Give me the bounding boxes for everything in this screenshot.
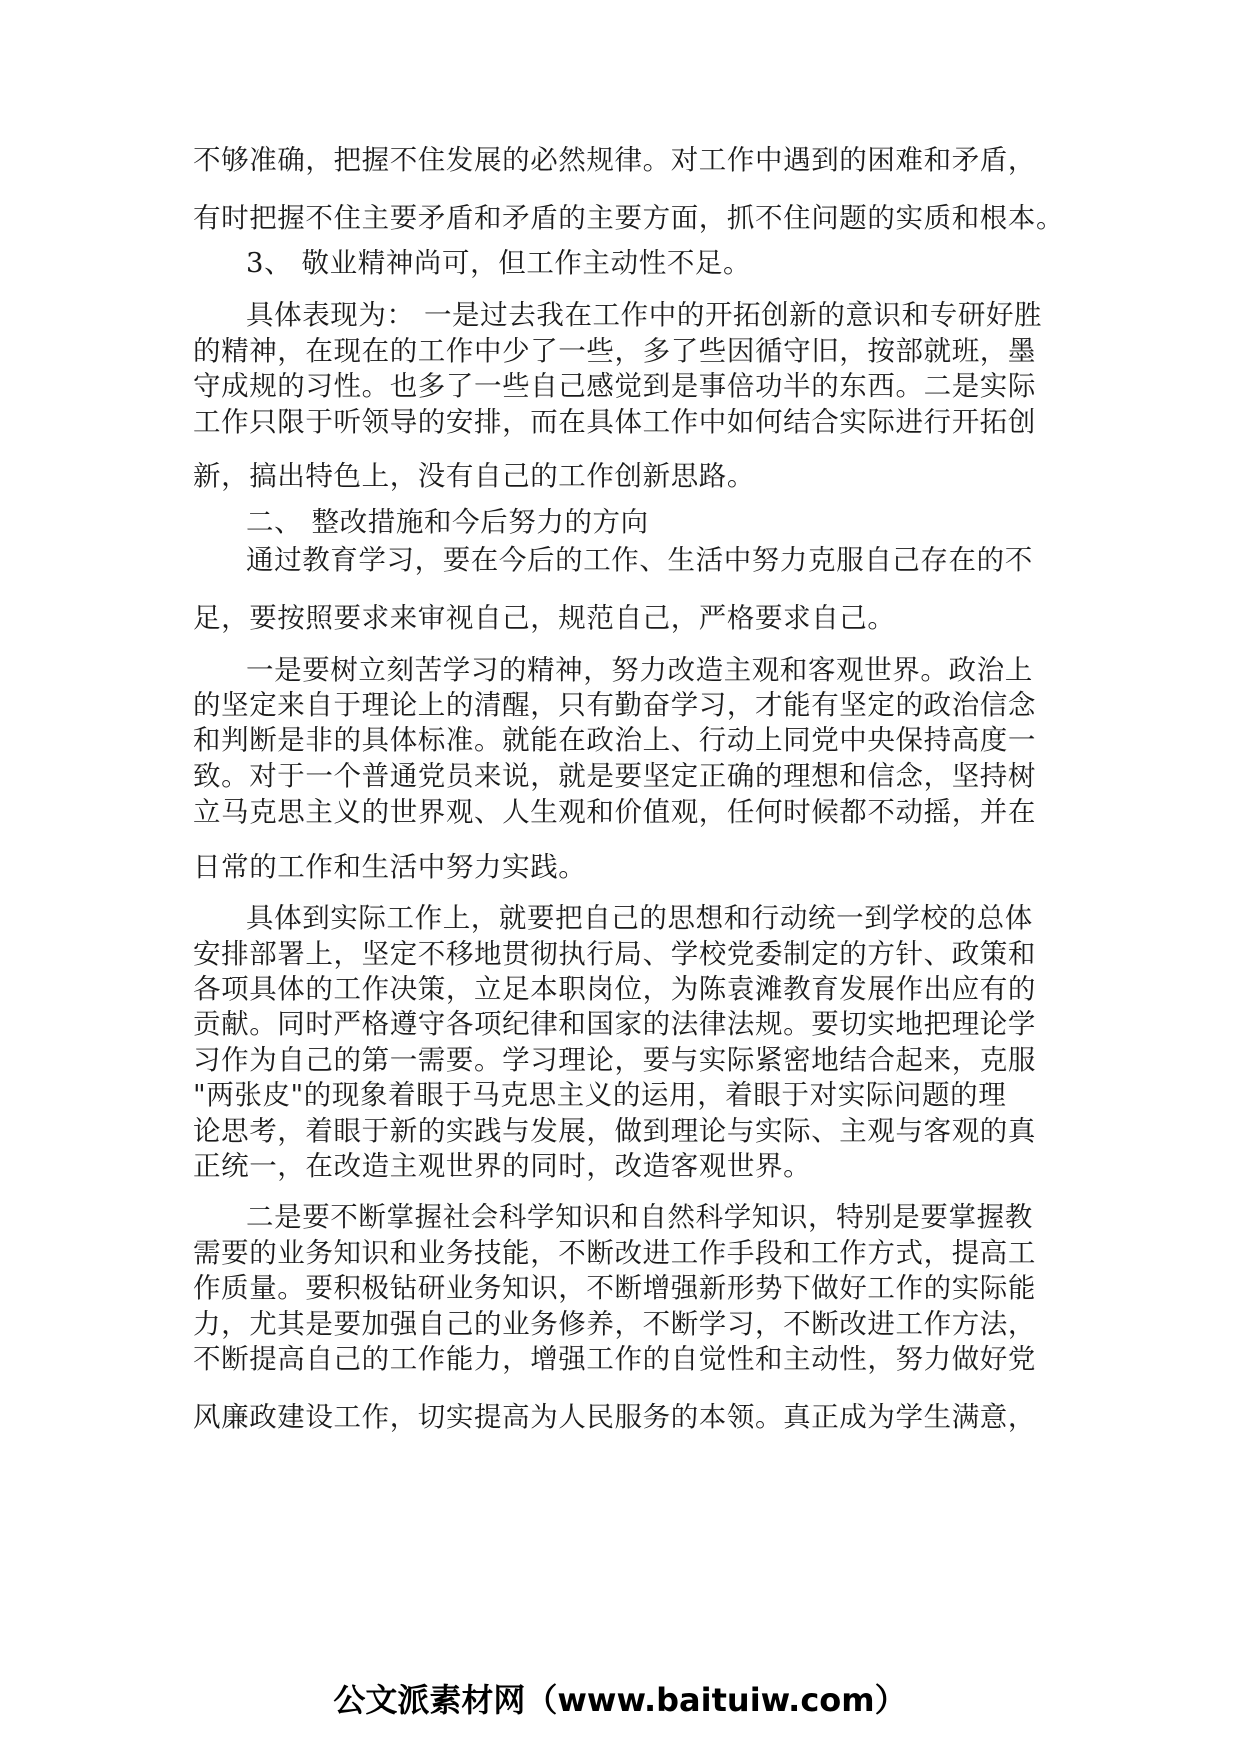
body-text-line: 安排部署上，坚定不移地贯彻执行局、学校党委制定的方针、政策和 bbox=[193, 938, 1036, 970]
body-text-line: 习作为自己的第一需要。学习理论，要与实际紧密地结合起来，克服 bbox=[193, 1044, 1036, 1076]
section-heading: 二、 整改措施和今后努力的方向 bbox=[246, 506, 649, 538]
body-text-line: 不够准确，把握不住发展的必然规律。对工作中遇到的困难和矛盾， bbox=[193, 144, 1036, 176]
body-text-line: 日常的工作和生活中努力实践。 bbox=[193, 851, 587, 883]
body-text-line: 需要的业务知识和业务技能，不断改进工作手段和工作方式，提高工 bbox=[193, 1237, 1036, 1269]
body-text-line: 具体表现为： 一是过去我在工作中的开拓创新的意识和专研好胜 bbox=[246, 299, 1043, 331]
body-text-line: 正统一，在改造主观世界的同时，改造客观世界。 bbox=[193, 1150, 812, 1182]
body-text-line: 致。对于一个普通党员来说，就是要坚定正确的理想和信念，坚持树 bbox=[193, 760, 1036, 792]
body-text-line: 立马克思主义的世界观、人生观和价值观，任何时候都不动摇，并在 bbox=[193, 796, 1036, 828]
body-text-line: 力，尤其是要加强自己的业务修养，不断学习，不断改进工作方法， bbox=[193, 1308, 1036, 1340]
list-item-heading: 3、 敬业精神尚可，但工作主动性不足。 bbox=[246, 247, 752, 279]
body-text-line: 有时把握不住主要矛盾和矛盾的主要方面，抓不住问题的实质和根本。 bbox=[193, 202, 1065, 234]
body-text-line: "两张皮"的现象着眼于马克思主义的运用，着眼于对实际问题的理 bbox=[193, 1079, 1007, 1111]
body-text-line: 通过教育学习，要在今后的工作、生活中努力克服自己存在的不 bbox=[246, 544, 1033, 576]
body-text-line: 的坚定来自于理论上的清醒，只有勤奋学习，才能有坚定的政治信念 bbox=[193, 689, 1036, 721]
body-text-line: 各项具体的工作决策，立足本职岗位，为陈袁滩教育发展作出应有的 bbox=[193, 973, 1036, 1005]
body-text-line: 具体到实际工作上，就要把自己的思想和行动统一到学校的总体 bbox=[246, 902, 1033, 934]
page-footer-watermark: 公文派素材网（www.baituiw.com） bbox=[333, 1681, 907, 1719]
body-text-line: 工作只限于听领导的安排，而在具体工作中如何结合实际进行开拓创 bbox=[193, 406, 1036, 438]
body-text-line: 作质量。要积极钻研业务知识，不断增强新形势下做好工作的实际能 bbox=[193, 1272, 1036, 1304]
body-text-line: 二是要不断掌握社会科学知识和自然科学知识，特别是要掌握教 bbox=[246, 1201, 1033, 1233]
body-text-line: 一是要树立刻苦学习的精神，努力改造主观和客观世界。政治上 bbox=[246, 654, 1033, 686]
body-text-line: 足，要按照要求来审视自己，规范自己，严格要求自己。 bbox=[193, 602, 896, 634]
body-text-line: 贡献。同时严格遵守各项纪律和国家的法律法规。要切实地把理论学 bbox=[193, 1008, 1036, 1040]
body-text-line: 的精神，在现在的工作中少了一些，多了些因循守旧，按部就班，墨 bbox=[193, 335, 1036, 367]
body-text-line: 新，搞出特色上，没有自己的工作创新思路。 bbox=[193, 460, 755, 492]
body-text-line: 守成规的习性。也多了一些自己感觉到是事倍功半的东西。二是实际 bbox=[193, 370, 1036, 402]
body-text-line: 不断提高自己的工作能力，增强工作的自觉性和主动性，努力做好党 bbox=[193, 1343, 1036, 1375]
body-text-line: 和判断是非的具体标准。就能在政治上、行动上同党中央保持高度一 bbox=[193, 724, 1036, 756]
body-text-line: 风廉政建设工作，切实提高为人民服务的本领。真正成为学生满意， bbox=[193, 1401, 1036, 1433]
body-text-line: 论思考，着眼于新的实践与发展，做到理论与实际、主观与客观的真 bbox=[193, 1115, 1036, 1147]
